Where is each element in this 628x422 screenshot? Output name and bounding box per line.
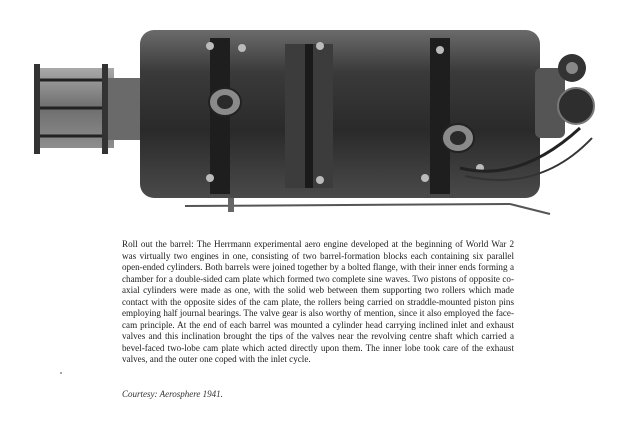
mounting-rod — [185, 198, 550, 214]
engine-photo — [20, 8, 620, 226]
photo-credit — [122, 389, 223, 399]
engine-barrel — [140, 30, 540, 198]
page-mark — [60, 372, 62, 374]
credit-label: Courtesy: — [122, 389, 158, 399]
photo-caption: Roll out the barrel: The Herrmann experimental aero engine developed at the beginning of World War 2 was virtually two engines in one, consisting of two barrel-formation blocks each containing six parallel open-ended cylinders. Both barrels were joined together by a bolted flange, with their inner ends forming a chamber for a double-sided cam plate which formed two complete sine waves. Two pistons of opposite co-axial cylinders were made as one, with the solid web between them supporting two rollers which made contact with the opposite sides of the cam plate, the rollers being carried on straddle-mounted piston pins employing half journal bearings. The valve gear is also worthy of mention, since it also employed the face-cam principle. At the end of each barrel was mounted a cylinder head carrying inclined inlet and exhaust valves and this inclination brought the tips of the valves near the revolving centre shaft which carried a bevel-faced two-lobe cam plate which acted directly upon them. The inner lobe took care of the exhaust valves, and the outer one coped with the inlet cycle. — [122, 239, 514, 365]
credit-source: Aerosphere 1941. — [159, 389, 223, 399]
propeller-hub — [34, 64, 143, 154]
